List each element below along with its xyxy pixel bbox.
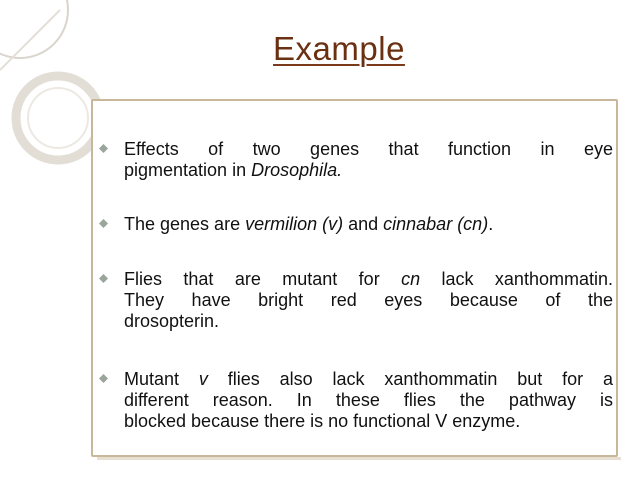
italic-term: vermilion (v) [245,214,344,234]
text-run: pigmentation in [124,160,252,180]
text-run: Flies that are mutant for [124,269,402,289]
point-line: Effects of two genes that function in eye [124,139,613,159]
point-line [124,369,613,390]
diamond-bullet-icon [99,144,108,153]
italic-term: v [198,369,208,389]
point-text [124,269,613,332]
slide-title: Example [273,30,405,67]
point-text [124,139,613,181]
point-text [124,214,613,235]
content-box [91,99,618,457]
point-line: blocked because there is no functional V enzyme. [124,411,521,431]
point-line: drosopterin. [124,311,220,331]
point-line [124,269,613,290]
point-line [124,214,613,235]
text-run: and [343,214,384,234]
italic-term: cinnabar (cn) [383,214,489,234]
point-line: different reason. In these flies the pathway is [124,390,613,410]
text-run: flies also lack xanthommatin but for a [207,369,614,389]
text-run: . [488,214,494,234]
point-text [124,369,613,432]
diamond-bullet-icon [99,274,108,283]
italic-term: cn [401,269,421,289]
text-run: The genes are [124,214,246,234]
point-line: They have bright red eyes because of the [124,290,613,310]
diamond-bullet-icon [99,374,108,383]
text-run: Mutant [124,369,199,389]
diamond-bullet-icon [99,219,108,228]
text-run: lack xanthommatin. [420,269,613,289]
point-line [124,160,613,181]
italic-term: Drosophila. [251,160,343,180]
